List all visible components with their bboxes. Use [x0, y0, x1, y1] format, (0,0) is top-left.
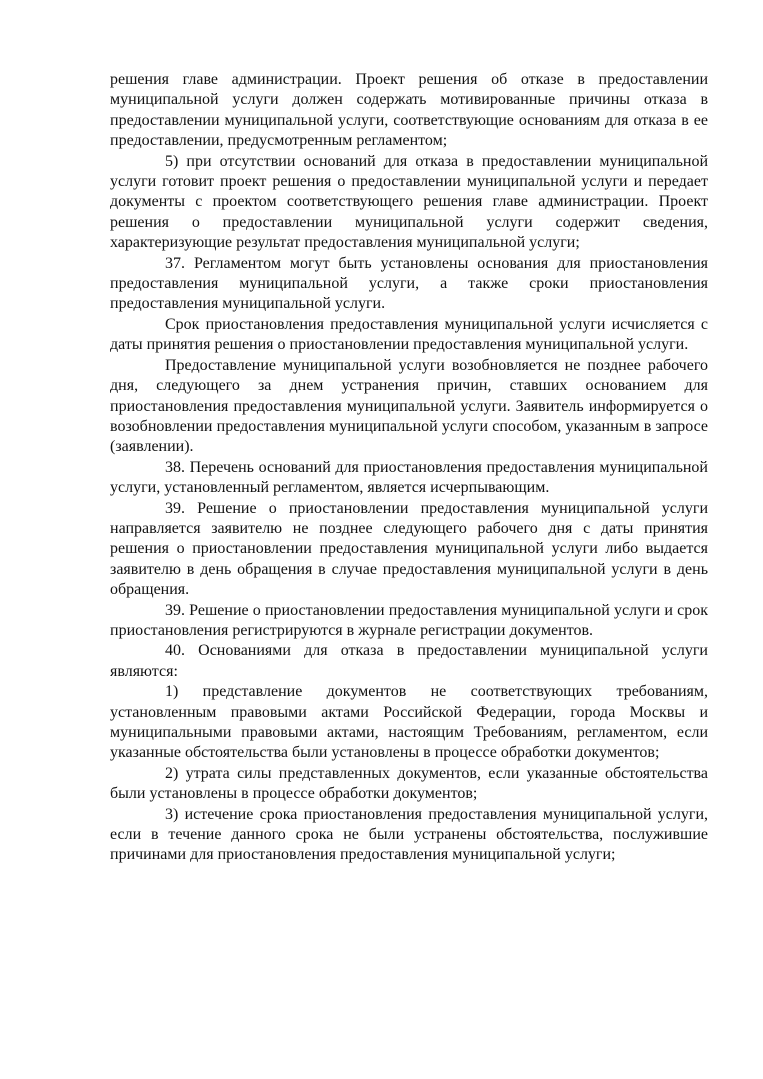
paragraph-38: 38. Перечень оснований для приостановления предоставления муниципальной услуги, установленный регламентом, является исчерпывающим.: [110, 458, 708, 497]
paragraph-resumption: Предоставление муниципальной услуги возобновляется не позднее рабочего дня, следующего за днем устранения причин, ставших основанием для приостановления предоставления муниципальной услуги. Заявитель информируется о возобновлении предоставления муниципальной услуги способом, указанным в запросе (заявлении).: [110, 356, 708, 456]
paragraph-item-5: 5) при отсутствии оснований для отказа в предоставлении муниципальной услуги готовит проект решения о предоставлении муниципальной услуги и передает документы с проектом соответствующего решения главе администрации. Проект решения о предоставлении муниципальной услуги содержит сведения, характеризующие результат предоставления муниципальной услуги;: [110, 152, 708, 252]
paragraph-40: 40. Основаниями для отказа в предоставлении муниципальной услуги являются:: [110, 642, 708, 680]
document-page: [110, 70, 708, 866]
paragraph-40-item-3: 3) истечение срока приостановления предоставления муниципальной услуги, если в течение данного срока не были устранены обстоятельства, послужившие причинами для приостановления предоставления муниципальной услуги;: [110, 805, 708, 864]
paragraph-40-item-2: 2) утрата силы представленных документов, если указанные обстоятельства были установлены в процессе обработки документов;: [110, 764, 708, 803]
paragraph-37: 37. Регламентом могут быть установлены основания для приостановления предоставления муниципальной услуги, а также сроки приостановления предоставления муниципальной услуги.: [110, 254, 708, 313]
paragraph-39-registration: 39. Решение о приостановлении предоставления муниципальной услуги и срок приостановления регистрируются в журнале регистрации документов.: [110, 601, 708, 639]
paragraph-39-decision: 39. Решение о приостановлении предоставления муниципальной услуги направляется заявителю не позднее следующего рабочего дня с даты принятия решения о приостановлении предоставления муниципальной услуги либо выдается заявителю в день обращения в случае предоставления муниципальной услуги в день обращения.: [110, 499, 708, 599]
paragraph-continuation: решения главе администрации. Проект решения об отказе в предоставлении муниципальной услуги должен содержать мотивированные причины отказа в предоставлении муниципальной услуги, соответствующие основаниям для отказа в ее предоставлении, предусмотренным регламентом;: [110, 71, 708, 150]
paragraph-suspension-term: Срок приостановления предоставления муниципальной услуги исчисляется с даты принятия решения о приостановлении предоставления муниципальной услуги.: [110, 315, 708, 354]
paragraph-40-item-1: 1) представление документов не соответствующих требованиям, установленным правовыми актами Российской Федерации, города Москвы и муниципальными правовыми актами, настоящим Требованиям, регламентом, если указанные обстоятельства были установлены в процессе обработки документов;: [110, 683, 708, 762]
